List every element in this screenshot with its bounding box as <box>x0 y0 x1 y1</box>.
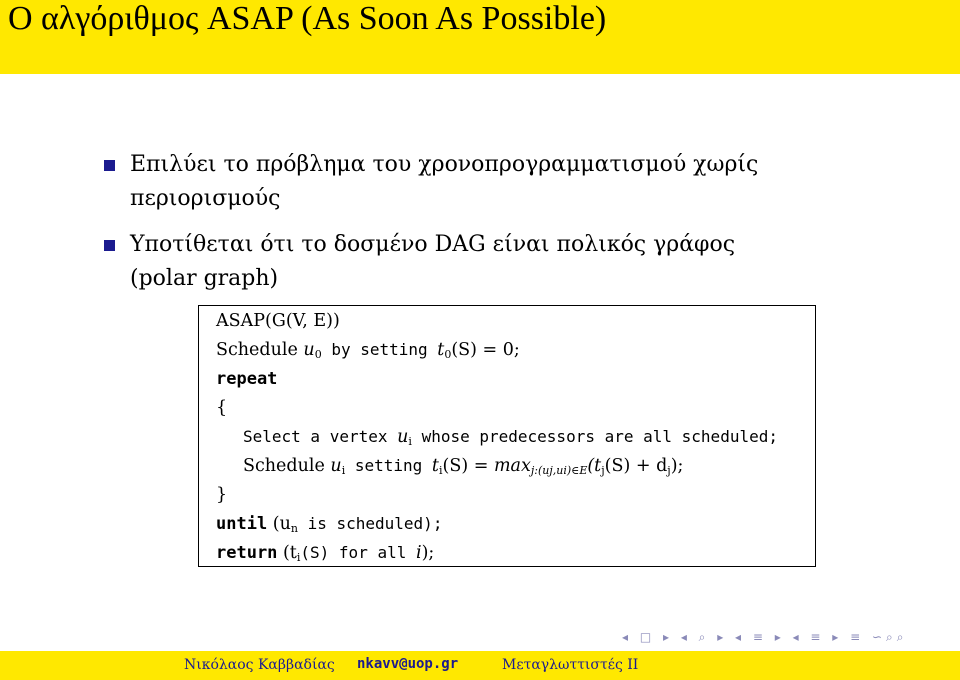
algo-text: (S) = <box>442 456 494 476</box>
algo-text: ); <box>421 543 435 563</box>
algo-var: t <box>437 340 445 360</box>
algo-keyword: return <box>216 543 278 563</box>
algo-sub: j <box>667 464 671 477</box>
bullet-2-line-1: Υποτίθεται ότι το δοσμένο DAG είναι πολικός γράφος <box>130 232 736 257</box>
algo-text: ); <box>670 456 684 476</box>
algo-sub: i <box>563 464 567 477</box>
algo-until-line <box>216 513 442 535</box>
algo-sub: 0 <box>314 348 322 361</box>
algo-text: (S) + d <box>604 456 668 476</box>
algo-select-line <box>243 426 778 448</box>
bullet-item-2 <box>130 228 910 296</box>
algo-text: (t <box>277 543 297 563</box>
algo-text: Schedule <box>243 456 331 476</box>
algo-return-line <box>216 542 434 564</box>
algo-sub: i <box>438 464 443 477</box>
algorithm-box <box>198 305 816 567</box>
slide-title: Ο αλγόριθμος ASAP (As Soon As Possible) <box>8 0 607 37</box>
bullet-2-line-2: (polar graph) <box>130 266 279 291</box>
algo-text: by setting <box>321 340 438 359</box>
footer-bar <box>0 651 960 680</box>
algo-text: setting <box>345 456 432 475</box>
bullet-square-icon <box>104 160 115 171</box>
algo-sub: ,u <box>552 464 564 477</box>
algo-keyword: until <box>216 514 268 534</box>
algo-text: is scheduled); <box>297 514 443 533</box>
algo-sub: i <box>408 435 412 448</box>
algo-text: Select a vertex <box>243 427 398 446</box>
algo-var: u <box>330 456 342 476</box>
algo-text: (S) = 0; <box>451 340 520 360</box>
algo-open-brace: { <box>216 398 228 418</box>
bullet-1-line-1: Επιλύει το πρόβλημα του χρονοπρογραμματισμού χωρίς <box>130 152 759 177</box>
footer-course: Μεταγλωττιστές II <box>502 657 639 673</box>
algo-header: ASAP(G(V, E)) <box>216 311 340 331</box>
bullet-item-1 <box>130 148 910 216</box>
algo-text: whose predecessors are all scheduled; <box>411 427 778 446</box>
bullet-1-line-2: περιορισμούς <box>130 186 281 211</box>
algo-text: (S) for all <box>300 543 416 562</box>
algo-sub: 0 <box>444 348 452 361</box>
algo-sub: j:(u <box>530 464 550 477</box>
algo-var: i <box>415 543 422 563</box>
algo-sub: i <box>341 464 346 477</box>
algo-var: (t <box>587 456 602 476</box>
bullet-square-icon <box>104 240 115 251</box>
footer-author: Νικόλαος Καββαδίας <box>184 657 335 673</box>
algo-sub: i <box>296 551 301 564</box>
footer-email: nkavv@uop.gr <box>357 656 459 672</box>
algo-close-brace: } <box>216 485 228 505</box>
beamer-navigation-icons[interactable]: ◂ □ ▸ ◂ ⌕ ▸ ◂ ≡ ▸ ◂ ≡ ▸ ≡ ∽⌕⌕ <box>622 630 908 644</box>
algo-sub: j <box>601 464 605 477</box>
algo-schedule-line <box>216 339 520 361</box>
algo-sub: )∈E <box>566 464 588 477</box>
algo-schedule-i-line <box>243 455 683 477</box>
algo-repeat-keyword: repeat <box>216 369 278 389</box>
algo-text: (u <box>267 514 291 534</box>
algo-sub: n <box>290 522 298 535</box>
algo-var: u <box>303 340 315 360</box>
algo-var: max <box>493 456 531 476</box>
algo-text: Schedule <box>216 340 298 360</box>
title-bar <box>0 0 960 74</box>
algo-var: u <box>397 427 409 447</box>
algo-var: t <box>431 456 439 476</box>
algo-sub: j <box>549 464 553 477</box>
